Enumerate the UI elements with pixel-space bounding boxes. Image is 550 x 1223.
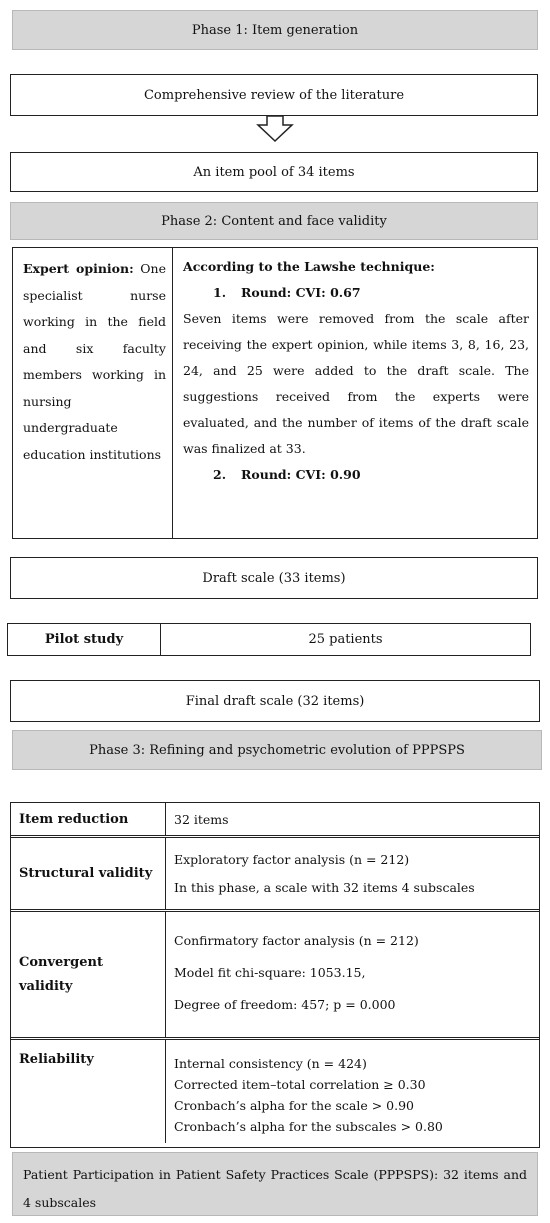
expert-opinion-cell	[13, 248, 173, 538]
phase3-header	[12, 730, 542, 770]
pilot-study-row	[7, 623, 531, 656]
row-values	[166, 803, 539, 835]
final-scale-text: Patient Participation in Patient Safety Practices Scale (PPPSPS): 32 items and 4 subscales	[23, 1167, 527, 1210]
pilot-study-label: Pilot study	[8, 624, 161, 655]
final-draft-box	[10, 680, 540, 722]
phase2-header	[10, 202, 538, 240]
psychometric-table	[10, 802, 540, 1148]
row-value-line: Cronbach’s alpha for the subscales > 0.80	[174, 1119, 443, 1134]
item-pool-text: An item pool of 34 items	[193, 164, 355, 180]
row-value-line: Internal consistency (n = 424)	[174, 1056, 367, 1071]
row-label: Reliability	[11, 1040, 166, 1143]
expert-opinion-text: One specialist nurse working in the field and six faculty members working in nursing undergraduate education institutions	[23, 261, 166, 462]
phase2-title: Phase 2: Content and face validity	[161, 213, 387, 229]
round1-line	[183, 280, 529, 306]
table-row-structural-validity	[11, 835, 539, 909]
row-label: Item reduction	[11, 803, 166, 835]
row-values	[166, 912, 539, 1037]
down-arrow-icon	[255, 115, 295, 143]
content-validity-box	[12, 247, 538, 539]
row-value-line: Degree of freedom: 457; p = 0.000	[174, 997, 396, 1012]
row-values	[166, 1040, 539, 1143]
row-label: Convergent validity	[11, 912, 166, 1037]
table-row-reliability	[11, 1037, 539, 1143]
row-value-line: In this phase, a scale with 32 items 4 subscales	[174, 880, 475, 895]
expert-opinion-label: Expert opinion:	[23, 261, 134, 276]
lawshe-cell	[173, 248, 537, 538]
lawshe-heading: According to the Lawshe technique:	[183, 259, 435, 274]
round1-label: Round: CVI: 0.67	[241, 285, 361, 300]
row-value-line: Exploratory factor analysis (n = 212)	[174, 852, 410, 867]
row-value-line: Model fit chi-square: 1053.15,	[174, 965, 366, 980]
draft-scale-box	[10, 557, 538, 599]
round2-label: Round: CVI: 0.90	[241, 467, 361, 482]
row-value-line: Corrected item–total correlation ≥ 0.30	[174, 1077, 426, 1092]
final-draft-text: Final draft scale (32 items)	[185, 693, 365, 709]
pilot-study-value: 25 patients	[308, 632, 383, 647]
row-value-line: Confirmatory factor analysis (n = 212)	[174, 933, 419, 948]
row-values	[166, 838, 539, 909]
round1-number: 1.	[213, 285, 227, 300]
row-value-line: 32 items	[174, 811, 229, 827]
row-label: Structural validity	[11, 838, 166, 909]
round2-number: 2.	[213, 467, 227, 482]
table-row-item-reduction	[11, 803, 539, 835]
draft-scale-text: Draft scale (33 items)	[202, 570, 346, 586]
item-pool-box	[10, 152, 538, 192]
literature-review-text: Comprehensive review of the literature	[143, 87, 405, 103]
table-row-convergent-validity	[11, 909, 539, 1037]
phase3-title: Phase 3: Refining and psychometric evolution of PPPSPS	[89, 742, 465, 758]
phase1-title: Phase 1: Item generation	[191, 22, 359, 38]
phase1-header	[12, 10, 538, 50]
round2-line	[183, 462, 529, 488]
row-value-line: Cronbach’s alpha for the scale > 0.90	[174, 1098, 414, 1113]
literature-review-box	[10, 74, 538, 116]
round1-description: Seven items were removed from the scale after receiving the expert opinion, while items 3, 8, 16, 23, 24, and 25 were added to the draft scale. The suggestions received from the experts were evaluated, and the number of items of the draft scale was finalized at 33.	[183, 311, 529, 456]
final-scale-box	[12, 1152, 538, 1216]
